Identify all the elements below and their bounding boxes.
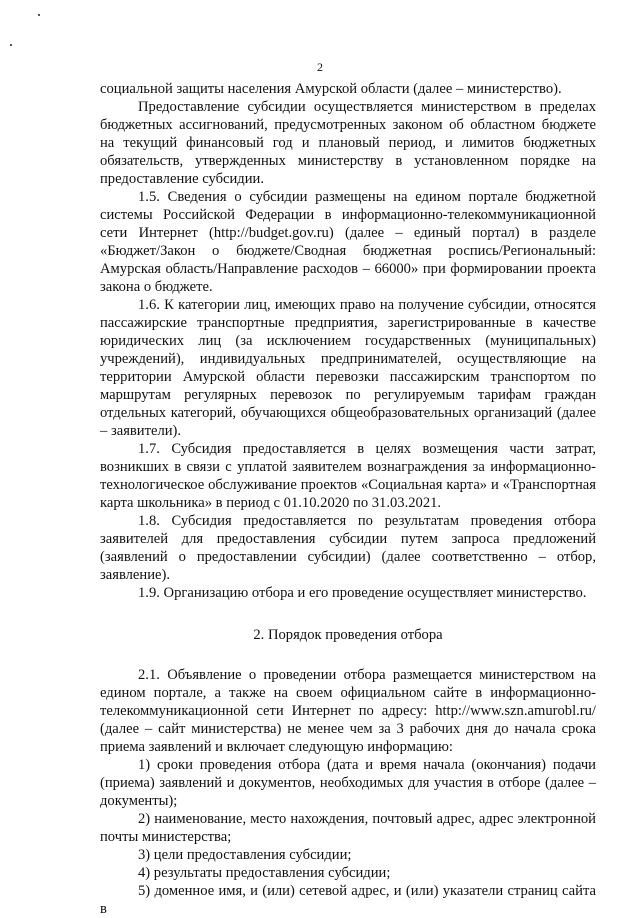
section-1-continuation xyxy=(100,80,596,602)
paragraph: социальной защиты населения Амурской области (далее – министерство). xyxy=(100,81,562,97)
section-title: 2. Порядок проведения отбора xyxy=(253,627,443,643)
paragraph: 2) наименование, место нахождения, почтовый адрес, адрес электронной почты министерства; xyxy=(100,811,596,845)
paragraph: 5) доменное имя, и (или) сетевой адрес, и (или) указатели страниц сайта в xyxy=(100,883,596,917)
scan-speck xyxy=(10,44,12,46)
paragraph: 1) сроки проведения отбора (дата и время начала (окончания) подачи (приема) заявлений и документов, необходимых для участия в отборе (далее – документы); xyxy=(100,757,596,809)
paragraph: 1.6. К категории лиц, имеющих право на получение субсидии, относятся пассажирские транспортные предприятия, зарегистрированные в качестве юридических лиц (за исключением государственных (муниципальных) учреждений), индивидуальных предпринимателей, осуществляющие на территории Амурской области перевозки пассажирским транспортом по маршрутам регулярных перевозок по регулируемым тарифам граждан отдельных категорий, обучающихся общеобразовательных организаций (далее – заявители). xyxy=(100,297,596,439)
section-2-body xyxy=(100,666,596,918)
paragraph: Предоставление субсидии осуществляется министерством в пределах бюджетных ассигнований, предусмотренных законом об областном бюджете на текущий финансовый год и плановый период, и лимитов бюджетных обязательств, утвержденных министерству в установленном порядке на предоставление субсидии. xyxy=(100,99,596,187)
page-number: 2 xyxy=(317,60,323,74)
paragraph: 2.1. Объявление о проведении отбора размещается министерством на едином портале, а также на своем официальном сайте в информационно-телекоммуникационной сети Интернет по адресу: http://www.szn.amurobl.ru/ (далее – сайт министерства) не менее чем за 3 рабочих дня до начала срока приема заявлений и включает следующую информацию: xyxy=(100,667,596,755)
document-body xyxy=(100,80,596,918)
paragraph: 4) результаты предоставления субсидии; xyxy=(138,865,391,881)
paragraph: 1.5. Сведения о субсидии размещены на едином портале бюджетной системы Российской Федерации в информационно-телекоммуникационной сети Интернет (http://budget.gov.ru) (далее – единый портал) в разделе «Бюджет/Закон о бюджете/Сводная бюджетная роспись/Региональный: Амурская область/Направление расходов – 66000» при формировании проекта закона о бюджете. xyxy=(100,189,596,295)
paragraph: 1.7. Субсидия предоставляется в целях возмещения части затрат, возникших в связи с уплатой заявителем вознаграждения за информационно-технологическое обслуживание проектов «Социальная карта» и «Транспортная карта школьника» в период с 01.10.2020 по 31.03.2021. xyxy=(100,441,596,511)
paragraph: 1.9. Организацию отбора и его проведение осуществляет министерство. xyxy=(138,585,587,601)
paragraph: 1.8. Субсидия предоставляется по результатам проведения отбора заявителей для предоставления субсидии путем запроса предложений (заявлений о предоставлении субсидии) (далее соответственно – отбор, заявление). xyxy=(100,513,596,583)
paragraph: 3) цели предоставления субсидии; xyxy=(138,847,352,863)
scan-speck xyxy=(38,14,40,16)
